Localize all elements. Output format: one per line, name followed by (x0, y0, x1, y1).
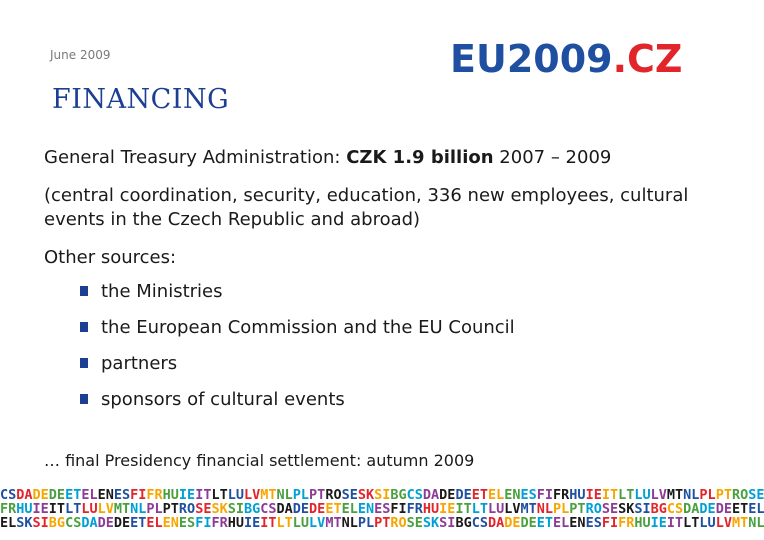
country-code: FI (390, 501, 407, 517)
country-code: FR (406, 501, 423, 517)
country-code: LT (618, 487, 635, 503)
country-code: EL (341, 501, 358, 517)
country-code: NL (536, 501, 554, 517)
country-code: CS (406, 487, 423, 503)
stripe-row (0, 515, 764, 531)
country-code: IT (666, 515, 684, 531)
country-code-stripe (0, 487, 764, 532)
country-code: RO (390, 515, 407, 531)
country-code: IE (178, 487, 196, 503)
country-code: BG (455, 515, 472, 531)
source-label: partners (101, 353, 178, 374)
country-code: SK (16, 515, 33, 531)
country-code: IE (439, 501, 456, 517)
country-code: PL (699, 487, 716, 503)
country-code: FR (211, 515, 228, 531)
country-code: FI (130, 487, 147, 503)
country-code: DE (520, 515, 537, 531)
country-code: CS (65, 515, 82, 531)
slide-content (44, 146, 704, 424)
country-code: MT (731, 515, 749, 531)
country-code: HU (162, 487, 179, 503)
country-code: LU (81, 501, 98, 517)
country-code: DE (309, 501, 326, 517)
country-code: EN (357, 501, 375, 517)
country-code: ES (374, 501, 391, 517)
country-code: LT (683, 515, 700, 531)
country-code: CS (666, 501, 684, 517)
country-code: LU (487, 501, 505, 517)
country-code: RO (325, 487, 342, 503)
country-code: DE (292, 501, 310, 517)
country-code: RO (585, 501, 602, 517)
treasury-amount: CZK 1.9 billion (346, 147, 494, 168)
country-code: NL (341, 515, 358, 531)
country-code: FR (146, 487, 163, 503)
country-code: LT (471, 501, 488, 517)
country-code: ES (113, 487, 131, 503)
country-code: SI (32, 515, 49, 531)
country-code: MT (666, 487, 684, 503)
country-code: FI (195, 515, 212, 531)
country-code: LT (276, 515, 293, 531)
country-code: LV (504, 501, 521, 517)
country-code: MT (520, 501, 537, 517)
country-code: LV (97, 501, 114, 517)
country-code: IE (32, 501, 49, 517)
country-code: EL (81, 487, 98, 503)
eu2009-logo (450, 36, 682, 82)
country-code: DA (276, 501, 293, 517)
source-label: the European Commission and the EU Council (101, 317, 515, 338)
bullet-square-icon (80, 322, 88, 332)
country-code: PT (374, 515, 391, 531)
country-code: DE (97, 515, 114, 531)
country-code: IT (195, 487, 212, 503)
logo-eu: EU (450, 37, 507, 81)
country-code: IE (243, 515, 261, 531)
country-code: SE (406, 515, 423, 531)
other-sources-label: Other sources: (44, 247, 177, 268)
country-code: HU (422, 501, 440, 517)
country-code: BG (390, 487, 407, 503)
country-code: ET (130, 515, 147, 531)
country-code: ES (585, 515, 602, 531)
list-item (80, 280, 704, 316)
country-code: LT (65, 501, 82, 517)
country-code: DE (699, 501, 716, 517)
source-label: the Ministries (101, 281, 223, 302)
country-code: FR (618, 515, 635, 531)
country-code: BG (650, 501, 667, 517)
country-code: IT (601, 487, 619, 503)
country-code: IT (260, 515, 277, 531)
country-code: CS (0, 487, 17, 503)
country-code: HU (569, 487, 586, 503)
country-code: LU (634, 487, 651, 503)
country-code: PL (553, 501, 570, 517)
country-code: DA (16, 487, 33, 503)
country-code: IE (585, 487, 602, 503)
country-code: EN (569, 515, 586, 531)
country-code: PL (357, 515, 375, 531)
country-code: EL (553, 515, 570, 531)
country-code: SI (439, 515, 456, 531)
country-code: ET (731, 501, 749, 517)
country-code: PT (162, 501, 179, 517)
country-code: PT (309, 487, 326, 503)
list-item (80, 388, 704, 424)
final-note: … final Presidency financial settlement: autumn 2009 (44, 451, 475, 470)
country-code: EL (748, 501, 764, 517)
country-code: HU (16, 501, 33, 517)
country-code: HU (227, 515, 244, 531)
country-code: EN (504, 487, 521, 503)
country-code: SE (341, 487, 358, 503)
treasury-period: 2007 – 2009 (493, 147, 612, 168)
country-code: EN (162, 515, 179, 531)
country-code: MT (260, 487, 277, 503)
country-code: DE (439, 487, 456, 503)
bullet-square-icon (80, 358, 88, 368)
list-item (80, 352, 704, 388)
country-code: DE (455, 487, 472, 503)
country-code: HU (634, 515, 651, 531)
country-code: FR (553, 487, 570, 503)
country-code: DE (504, 515, 521, 531)
country-code: PT (715, 487, 732, 503)
bullet-square-icon (80, 394, 88, 404)
country-code: ET (471, 487, 488, 503)
country-code: LU (699, 515, 716, 531)
date-label: June 2009 (50, 48, 111, 62)
stripe-row (0, 501, 764, 517)
country-code: DA (81, 515, 98, 531)
country-code: DE (113, 515, 131, 531)
country-code: SI (634, 501, 651, 517)
list-item (80, 316, 704, 352)
country-code: DE (48, 487, 66, 503)
slide-title: FINANCING (52, 84, 230, 115)
country-code: SE (195, 501, 212, 517)
country-code: ET (325, 501, 342, 517)
country-code: SI (227, 501, 244, 517)
country-code: ET (65, 487, 82, 503)
logo-cz: CZ (627, 37, 683, 81)
country-code: DE (715, 501, 732, 517)
country-code: MT (113, 501, 131, 517)
country-code: DA (683, 501, 700, 517)
country-code: IT (48, 501, 66, 517)
country-code: IE (650, 515, 667, 531)
country-code: SK (357, 487, 375, 503)
treasury-line (44, 146, 704, 170)
country-code: EL (487, 487, 505, 503)
country-code: BG (48, 515, 66, 531)
country-code: LV (309, 515, 326, 531)
source-label: sponsors of cultural events (101, 389, 345, 410)
country-code: LV (650, 487, 667, 503)
country-code: DE (32, 487, 49, 503)
country-code: MT (325, 515, 342, 531)
country-code: EN (97, 487, 114, 503)
treasury-prefix: General Treasury Administration: (44, 147, 347, 168)
country-code: LV (243, 487, 261, 503)
country-code: FI (601, 515, 619, 531)
treasury-note: (central coordination, security, education, 336 new employees, cultural events in the Czech Republic and abroad) (44, 185, 689, 230)
country-code: SK (618, 501, 635, 517)
country-code: LT (211, 487, 228, 503)
country-code: ES (178, 515, 196, 531)
country-code: SE (748, 487, 764, 503)
country-code: EL (146, 515, 163, 531)
country-code: PL (292, 487, 310, 503)
country-code: SE (601, 501, 619, 517)
logo-dot: . (612, 37, 628, 81)
sources-list (44, 280, 704, 424)
stripe-row (0, 487, 764, 503)
country-code: NL (130, 501, 147, 517)
country-code: NL (276, 487, 293, 503)
logo-year: 2009 (506, 37, 613, 81)
country-code: SI (374, 487, 391, 503)
country-code: SK (422, 515, 440, 531)
country-code: FI (536, 487, 554, 503)
country-code: RO (178, 501, 196, 517)
country-code: ES (520, 487, 537, 503)
country-code: RO (731, 487, 749, 503)
country-code: DA (487, 515, 505, 531)
country-code: EL (0, 515, 17, 531)
country-code: LU (227, 487, 244, 503)
country-code: BG (243, 501, 261, 517)
country-code: CS (471, 515, 488, 531)
country-code: NL (748, 515, 764, 531)
country-code: CS (260, 501, 277, 517)
country-code: SK (211, 501, 228, 517)
country-code: PL (146, 501, 163, 517)
country-code: FR (0, 501, 17, 517)
country-code: LU (292, 515, 310, 531)
bullet-square-icon (80, 286, 88, 296)
country-code: PT (569, 501, 586, 517)
country-code: DA (422, 487, 440, 503)
country-code: ET (536, 515, 554, 531)
country-code: LV (715, 515, 732, 531)
country-code: NL (683, 487, 700, 503)
country-code: IT (455, 501, 472, 517)
